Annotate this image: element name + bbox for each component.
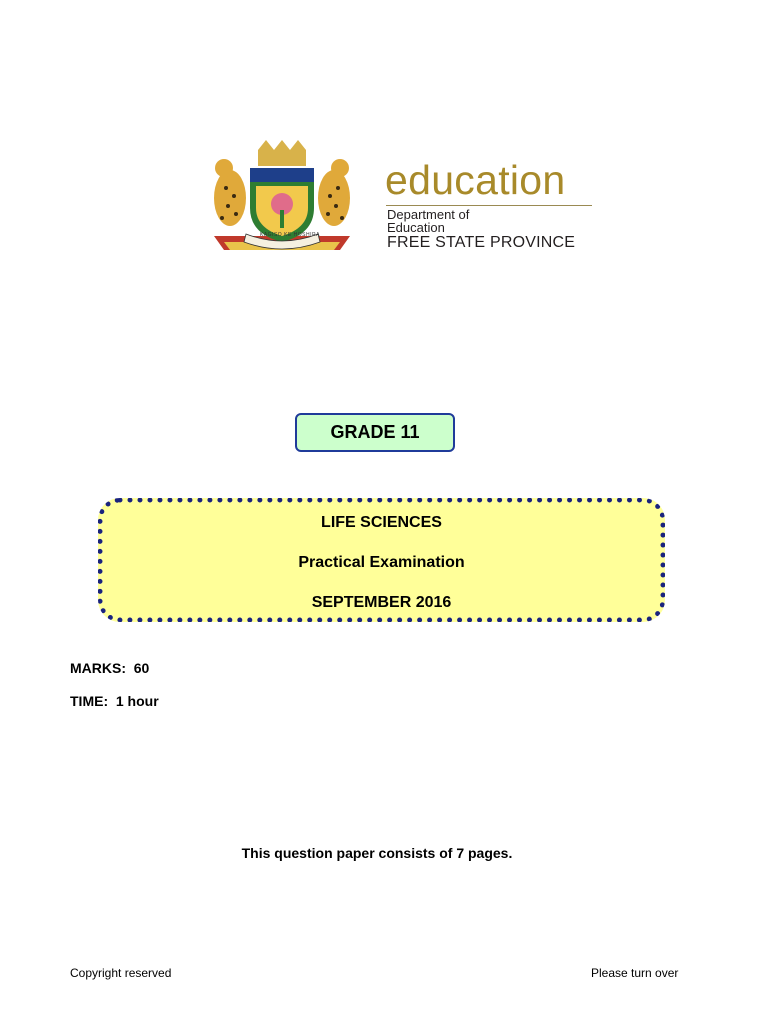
exam-date: SEPTEMBER 2016 xyxy=(311,594,452,611)
page-count-note: This question paper consists of 7 pages. xyxy=(241,845,513,861)
paper-type: Practical Examination xyxy=(298,554,465,571)
turn-over-notice: Please turn over xyxy=(591,966,679,980)
marks-label: MARKS: 60 xyxy=(70,660,150,676)
education-brand-title: education xyxy=(385,157,566,203)
department-line-2: Education xyxy=(387,220,445,235)
brand-divider xyxy=(386,205,592,206)
coat-of-arms-logo xyxy=(200,138,364,264)
crest-motto: KAGISO KE HOSHIRA xyxy=(260,232,320,238)
grade-label: GRADE 11 xyxy=(330,422,420,442)
time-label: TIME: 1 hour xyxy=(70,693,159,709)
department-line-1: Department of xyxy=(387,207,470,222)
subject-title: LIFE SCIENCES xyxy=(321,514,442,531)
subject-info-box xyxy=(98,498,665,622)
grade-label-box xyxy=(295,413,455,452)
department-name xyxy=(387,208,469,234)
copyright-notice: Copyright reserved xyxy=(70,966,172,980)
province-name: FREE STATE PROVINCE xyxy=(387,234,576,251)
